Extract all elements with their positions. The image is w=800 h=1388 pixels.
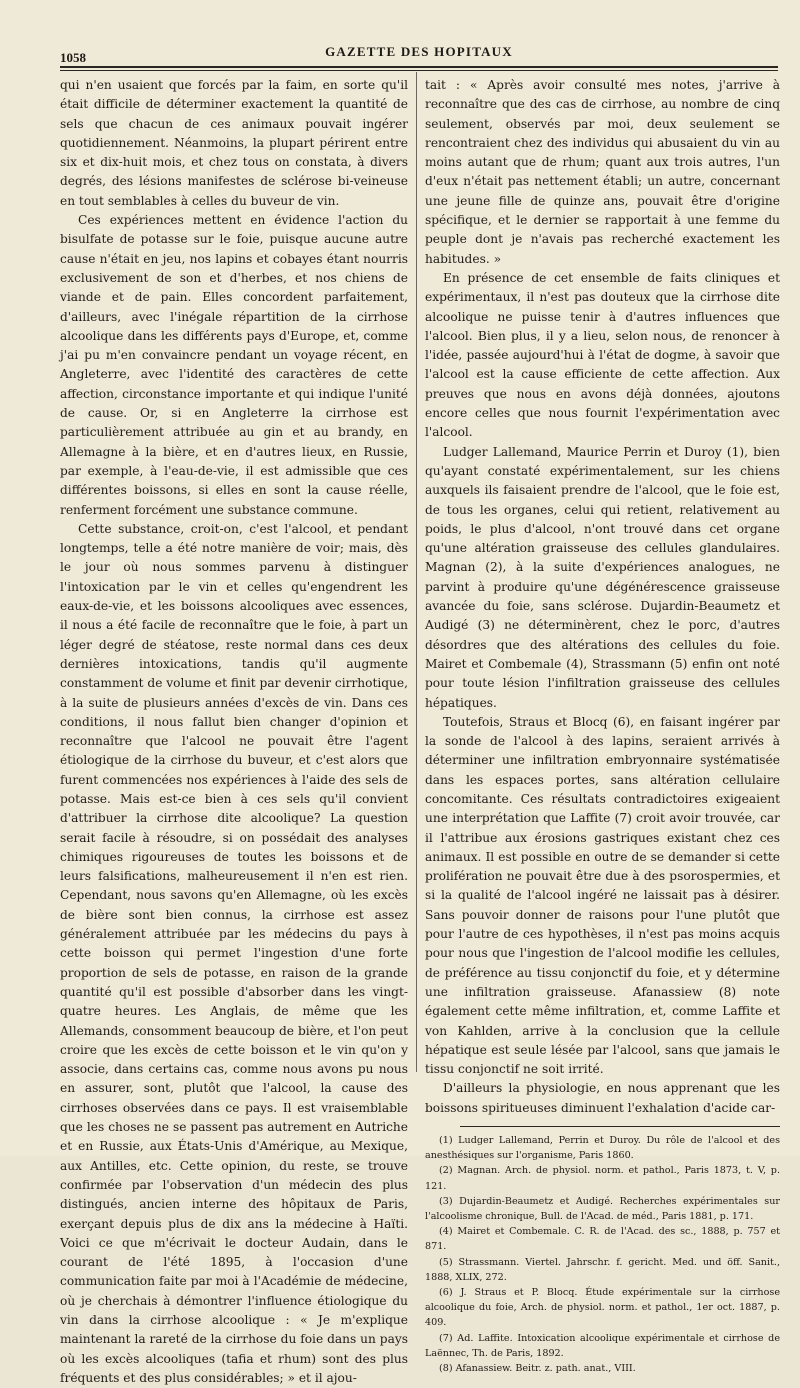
paragraph: Toutefois, Straus et Blocq (6), en faisant ingérer par la sonde de l'alcool à des lapins, seraient arrivés à déterminer une infiltration embryonnaire systématisée dans les espaces portes, sans altération cellulaire concomitante. Ces résultats contradictoires exigeaient une interprétation que Laffite (7) croit avoir trouvée, car il l'attribue aux érosions gastriques existant chez ces animaux. Il est possible en outre de se demander si cette prolifération ne pouvait être due à des psorospermies, et si la qualité de l'alcool ingéré ne laissait pas à désirer. Sans pouvoir donner de raisons pour l'une plutôt que pour l'autre de ces hypothèses, il n'est pas moins acquis pour nous que l'ingestion de l'alcool modifie les cellules, de préférence au tissu conjonctif du foie, et y détermine une infiltration graisseuse. Afanassiew (8) note également cette même infiltration, et, comme Laffite et von Kahlden, arrive à la conclusion que la cellule hépatique est seule lésée par l'alcool, sans que jamais le tissu conjonctif ne soit irrité. [425,714,780,1077]
paragraph: tait : « Après avoir consulté mes notes, j'arrive à reconnaître que des cas de cirrhose, au nombre de cinq seulement, observés par moi, deux seulement se rencontraient chez des individus qui abusaient du vin au moins autant que de rhum; quant aux trois autres, l'un d'eux n'était pas nettement établi; un autre, concernant une jeune fille de quinze ans, pouvait être d'origine spécifique, et le dernier se rapportait à une femme du peuple dont je n'avais pas recherché exactement les habitudes. » [425,78,780,266]
footnote: (1) Ludger Lallemand, Perrin et Duroy. Du rôle de l'alcool et des anesthésiques sur l'organisme, Paris 1860. [425,1135,780,1162]
page-header [60,40,778,64]
page-number: 1058 [60,50,86,65]
footnote-rule [460,1126,780,1127]
footnote: (2) Magnan. Arch. de physiol. norm. et pathol., Paris 1873, t. V, p. 121. [425,1165,780,1192]
footnote: (4) Mairet et Combemale. C. R. de l'Acad. des sc., 1888, p. 757 et 871. [425,1226,780,1253]
paragraph: Ces expériences mettent en évidence l'action du bisulfate de potasse sur le foie, puisque aucune autre cause n'était en jeu, nos lapins et cobayes étant nourris exclusivement de son et d'herbes, et nos chiens de viande et de pain. Elles concordent parfaitement, d'ailleurs, avec l'inégale répartition de la cirrhose alcoolique dans les différents pays d'Europe, et, comme j'ai pu m'en convaincre pendant un voyage récent, en Angleterre, avec l'identité des caractères de cette affection, circonstance importante et qui indique l'unité de cause. Or, si en Angleterre la cirrhose est particulièrement attribuée au gin et au brandy, en Allemagne à la bière, et en d'autres lieux, en Russie, par exemple, à l'eau-de-vie, il est admissible que ces différentes boissons, si elles en sont la cause réelle, renferment forcément une substance commune. [60,213,408,517]
footnote: (6) J. Straus et P. Blocq. Étude expérimentale sur la cirrhose alcoolique du foie, Arch. de physiol. norm. et pathol., 1er oct. 1887, p. 409. [425,1287,780,1329]
paragraph: En présence de cet ensemble de faits cliniques et expérimentaux, il n'est pas douteux que la cirrhose dite alcoolique ne puisse tenir à d'autres influences que l'alcool. Bien plus, il y a lieu, selon nous, de renoncer à l'idée, passée aujourd'hui à l'état de dogme, à savoir que l'alcool est la cause efficiente de cette affection. Aux preuves que nous en avons déjà données, ajoutons encore celles que nous fournit l'expérimentation avec l'alcool. [425,270,780,440]
footnote: (8) Afanassiew. Beitr. z. path. anat., VIII. [439,1363,636,1375]
footnotes [425,1133,780,1376]
footnote: (3) Dujardin-Beaumetz et Audigé. Recherches expérimentales sur l'alcoolisme chronique, Bull. de l'Acad. de méd., Paris 1881, p. 171. [425,1195,780,1223]
header-rule [60,66,778,68]
paragraph: Ludger Lallemand, Maurice Perrin et Duroy (1), bien qu'ayant constaté expérimentalement, sur les chiens auxquels ils faisaient prendre de l'alcool, que le foie est, de tous les organes, celui qui retient, relativement au poids, le plus d'alcool, n'ont trouvé dans cet organe qu'une altération graisseuse des cellules glandulaires. Magnan (2), à la suite d'expériences analogues, ne parvint à produire qu'une dégénérescence graisseuse avancée du foie, sans sclérose. Dujardin-Beaumetz et Audigé (3) ne déterminèrent, chez le porc, d'autres désordres que des altérations des cellules du foie. Mairet et Combemale (4), Strassmann (5) enfin ont noté pour toute lésion l'infiltration graisseuse des cellules hépatiques. [425,444,780,710]
footnote: (5) Strassmann. Viertel. Jahrschr. f. gericht. Med. und öff. Sanit., 1888, XLIX, 272. [425,1256,780,1283]
column-divider [416,72,417,1072]
paragraph: D'ailleurs la physiologie, en nous apprenant que les boissons spiritueuses diminuent l'exhalation d'acide car- [425,1081,780,1115]
paragraph: Cette substance, croit-on, c'est l'alcool, et pendant longtemps, telle a été notre manière de voir; mais, dès le jour où nous sommes parvenu à distinguer l'intoxication par le vin et celles qu'engendrent les eaux-de-vie, et les boissons alcooliques avec essences, il nous a été facile de reconnaître que le foie, à part un léger degré de stéatose, reste normal dans ces deux dernières intoxications, tandis qu'il augmente constamment de volume et finit par devenir cirrhotique, à la suite de plusieurs années d'excès de vin. Dans ces conditions, il nous fallut bien changer d'opinion et reconnaître que l'alcool ne pouvait être l'agent étiologique de la cirrhose du buveur, et c'est alors que furent commencées nos expériences à l'aide des sels de potasse. Mais est-ce bien à ces sels qu'il convient d'attribuer la cirrhose dite alcoolique? La question serait facile à résoudre, si on possédait des analyses chimiques rigoureuses de toutes les boissons et de leurs falsifications, malheureusement il n'en est rien. Cependant, nous savons qu'en Allemagne, où les excès de bière sont bien connus, la cirrhose est assez généralement attribuée par les médecins du pays à cette boisson qui permet l'ingestion d'une forte proportion de sels de potasse, en raison de la grande quantité qu'il est possible d'absorber dans les vingt-quatre heures. Les Anglais, de même que les Allemands, consomment beaucoup de bière, et l'on peut croire que les excès de cette boisson et le vin qu'on y associe, dans certains cas, comme nous avons pu nous en assurer, sont, plutôt que l'alcool, la cause des cirrhoses observées dans ce pays. Il est vraisemblable que les choses ne se passent pas autrement en Autriche et en Russie, aux États-Unis d'Amérique, au Mexique, aux Antilles, etc. Cette opinion, du reste, se trouve confirmée par l'observation d'un médecin des plus distingués, ancien interne des hôpitaux de Paris, exerçant depuis plus de dix ans la médecine à Haïti. Voici ce que m'écrivait le docteur Audain, dans le courant de l'été 1895, à l'occasion d'une communication faite par moi à l'Académie de médecine, où je cherchais à démontrer l'influence étiologique du vin dans la cirrhose alcoolique : « Je m'explique maintenant la rareté de la cirrhose du foie dans un pays où les excès alcooliques (tafia et rhum) sont des plus fréquents et des plus considérables; » et il ajou- [60,521,408,1385]
right-column [425,76,780,1376]
left-column [60,76,408,1388]
footnote: (7) Ad. Laffite. Intoxication alcoolique expérimentale et cirrhose de Laënnec, Th. de Paris, 1892. [425,1332,780,1359]
header-rule-thin [60,70,778,71]
paragraph: qui n'en usaient que forcés par la faim, en sorte qu'il était difficile de déterminer exactement la quantité de sels que chacun de ces animaux pouvait ingérer quotidiennement. Néanmoins, la plupart périrent entre six et dix-huit mois, et chez tous on constata, à divers degrés, des lésions manifestes de sclérose bi-veineuse en tout semblables à celles du buveur de vin. [60,78,408,208]
journal-title: GAZETTE DES HOPITAUX [325,44,513,59]
